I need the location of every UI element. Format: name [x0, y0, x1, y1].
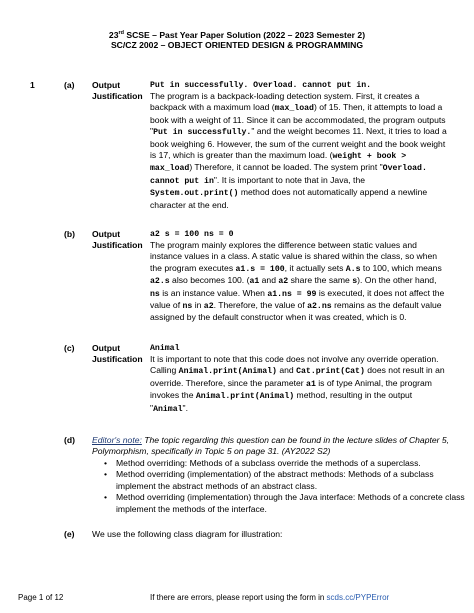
part-c-output: Animal: [150, 344, 180, 353]
list-item: • Method overriding (implementation) of the abstract methods: Methods of a subclass implement the abstract methods of an abstract class.: [116, 469, 466, 492]
part-d-label: (d): [64, 435, 75, 445]
justification-label: Justification: [92, 240, 143, 250]
part-c-label: (c): [64, 343, 75, 353]
output-label: Output: [92, 229, 121, 239]
justification-label: Justification: [92, 354, 143, 364]
part-a-output: Put in successfully. Overload. cannot put in.: [150, 81, 372, 90]
output-label: Output: [92, 343, 121, 353]
part-e-text: We use the following class diagram for illustration:: [92, 529, 283, 539]
part-e-label: (e): [64, 529, 75, 539]
list-item: • Method overriding: Methods of a subclass override the methods of a superclass.: [116, 458, 466, 469]
output-label: Output: [92, 80, 121, 90]
justification-label: Justification: [92, 91, 143, 101]
editors-note: Editor's note: The topic regarding this question can be found in the lecture slides of Chapter 5, Polymorphism, specifically in Topic 5 on page 31. (AY2022 S2): [92, 435, 450, 457]
part-c-justification: It is important to note that this code does not involve any override operation. Calling Animal.print(Animal) and Cat.print(Cat) does not result in an override. Therefore, since the parameter a1 is of type Animal, the program invokes the Animal.print(Animal) method, resulting in the output "Animal".: [150, 354, 445, 414]
list-item: • Method overriding (implementation) through the Java interface: Methods of a concrete class implement the methods of the interface.: [116, 492, 466, 515]
part-b-output: a2 s = 100 ns = 0: [150, 230, 234, 239]
page-header-line2: SC/CZ 2002 – OBJECT ORIENTED DESIGN & PROGRAMMING: [110, 40, 364, 50]
part-b-label: (b): [64, 229, 75, 239]
part-a-justification: The program is a backpack-loading detection system. First, it creates a backpack with a maximum load (max_load) of 15. Then, it attempts to load a book with a weight of 11. Since it can be accommodated, the program outputs "Put in successfully." and the weight becomes 11. Next, it tries to load a book weighing 6. However, the sum of the current weight and the book weight is 17, which is greater than the maximum load. (weight + book > max_load) Therefore, it cannot be loaded. The system print "Overload. cannot put in". It is important to note that in Java, the System.out.print() method does not automatically append a newline character at the end.: [150, 91, 447, 210]
page-header-line1: 23rd SCSE – Past Year Paper Solution (2022 – 2023 Semester 2): [108, 29, 366, 40]
part-a-label: (a): [64, 80, 75, 90]
question-number: 1: [30, 80, 35, 90]
part-d-bullets: [104, 458, 466, 515]
page-number: Page 1 of 12: [18, 593, 64, 602]
part-b-justification: The program mainly explores the difference between static values and instance values in a class. A static value is shared within the class, so when the program executes a1.s = 100, it actually sets A.s to 100, which means a2.s also becomes 100. (a1 and a2 share the same s). On the other hand, ns is an instance value. When a1.ns = 99 is executed, it does not affect the value of ns in a2. Therefore, the value of a2.ns remains as the default value assigned by the default constructor when it was created, which is 0.: [150, 240, 445, 323]
footer-note: If there are errors, please report using the form in scds.cc/PYPError: [150, 593, 390, 602]
error-report-link[interactable]: scds.cc/PYPError: [326, 593, 390, 602]
